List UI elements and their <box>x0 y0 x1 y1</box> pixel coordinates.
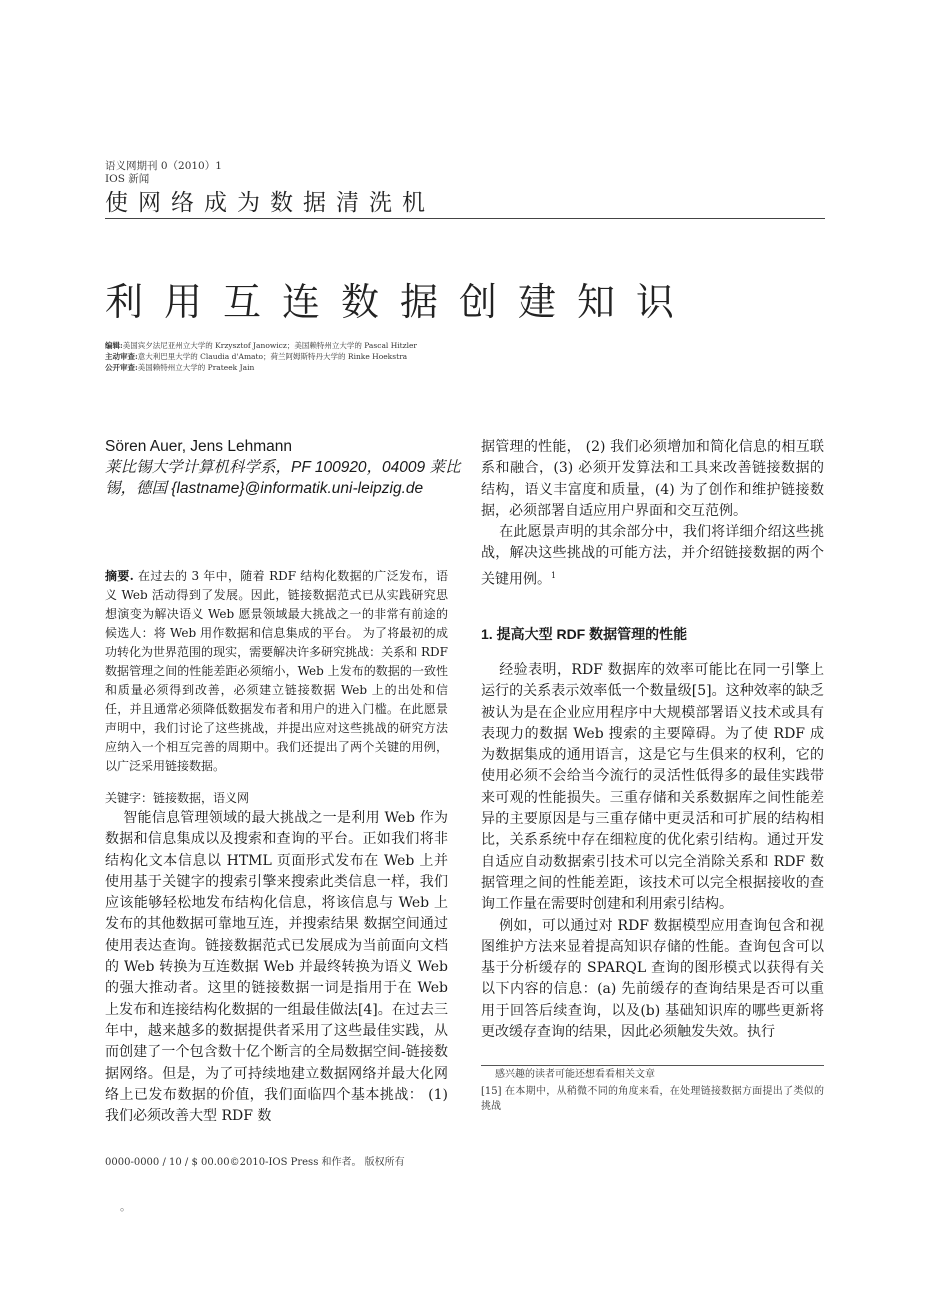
editor-label: 编辑: <box>105 341 123 350</box>
editor-names: 美国宾夕法尼亚州立大学的 Krzysztof Janowicz；美国赖特州立大学的 Pascal Hitzler <box>122 341 418 350</box>
footnote-text: 感兴趣的读者可能还想看看相关文章 <box>495 1069 655 1080</box>
section-1-body <box>481 660 824 1043</box>
reviewer-names: 意大利巴里大学的 Claudia d'Amato；荷兰阿姆斯特丹大学的 Rinke Hoekstra <box>137 352 408 361</box>
editors-block <box>105 340 417 373</box>
open-reviewer-line <box>105 362 417 373</box>
reviewer-line <box>105 351 417 362</box>
keywords: 关键字：链接数据，语义网 <box>105 791 250 805</box>
section-heading: 1. 提高大型 RDF 数据管理的性能 <box>481 626 688 642</box>
reviewer-label: 主动审查: <box>105 352 138 361</box>
intro-overview-paragraph <box>481 522 824 591</box>
open-reviewer-names: 美国赖特州立大学的 Prateek Jain <box>137 363 255 372</box>
trailing-mark: 。 <box>120 1200 131 1213</box>
author-affiliation: 莱比锡大学计算机科学系，PF 100920，04009 莱比锡，德国 {lastname}@informatik.uni-leipzig.de <box>105 459 461 497</box>
abstract-text: 在过去的 3 年中，随着 RDF 结构化数据的广泛发布，语义 Web 活动得到了发展。因此，链接数据范式已从实践研究思想演变为解决语义 Web 愿景领域最大挑战之一的非常有前途的候选人：将 Web 用作数据和信息集成的平台。 为了将最初的成功转化为世界范围的现实，需要解决许多研究挑战：关系和 RDF 数据管理之间的性能差距必须缩小，Web 上发布的数据的一致性和质量必须得到改善，必须建立链接数据 Web 上的出处和信任，并且通常必须降低数据发布者和用户的进入门槛。在此愿景声明中，我们讨论了这些挑战，并提出应对这些挑战的研究方法应纳入一个相互完善的周期中。我们还提出了两个关键的用例，以广泛采用链接数据。 <box>105 569 448 773</box>
overview-text: 在此愿景声明的其余部分中，我们将详细介绍这些挑战，解决这些挑战的可能方法，并介绍链接数据的两个关键用例。 <box>481 524 824 588</box>
publisher-info: IOS 新闻 <box>105 173 150 185</box>
section-1-paragraph-1: 经验表明，RDF 数据库的效率可能比在同一引擎上运行的关系表示效率低一个数量级[5]。这种效率的缺乏被认为是在企业应用程序中大规模部署语义技术或具有表现力的数据 Web 搜索的主要障碍。为了使 RDF 成为数据集成的通用语言，这是它与生俱来的权利，它的使用必须不会给当今流行的灵活性低得多的最佳实践带来可观的性能损失。三重存储和关系数据库之间性能差异的主要原因是与三重存储中更灵活和可扩展的结构相比，关系系统中存在细粒度的优化索引结构。通过开发自适应自动数据索引技术可以完全消除关系和 RDF 数据管理之间的性能差距，该技术可以完全根据接收的查询工作量在需要时创建和利用索引结构。 <box>481 662 824 913</box>
header-divider <box>105 218 825 219</box>
footnote-divider <box>481 1065 824 1066</box>
author-block <box>105 436 465 499</box>
intro-section <box>105 808 448 1127</box>
section-title: 使网络成为数据清洗机 <box>105 190 435 216</box>
paper-title: 利用互连数据创建知识 <box>105 280 696 324</box>
copyright-line: 0000-0000 / 10 / $ 00.00©2010-IOS Press 和作者。 版权所有 <box>105 1157 405 1168</box>
intro-paragraph: 智能信息管理领域的最大挑战之一是利用 Web 作为数据和信息集成以及搜索和查询的平台。正如我们将非结构化文本信息以 HTML 页面形式发布在 Web 上并使用基于关键字的搜索引擎来搜索此类信息一样，我们应该能够轻松地发布结构化信息，将该信息与 Web 上发布的其他数据可靠地互连，并搜索结果 数据空间通过使用表达查询。链接数据范式已发展成为当前面向文档的 Web 转换为互连数据 Web 并最终转换为语义 Web 的强大推动者。这里的链接数据一词是指用于在 Web 上发布和连接结构化数据的一组最佳做法[4]。在过去三年中，越来越多的数据提供者采用了这些最佳实践，从而创建了一个包含数十亿个断言的全局数据空间-链接数据网络。但是，为了可持续地建立数据网络并最大化网络上已发布数据的价值，我们面临四个基本挑战： (1) 我们必须改善大型 RDF 数 <box>105 810 448 1125</box>
abstract <box>105 567 448 776</box>
intro-continued-paragraph: 据管理的性能， (2) 我们必须增加和简化信息的相互联系和融合，(3) 必须开发算法和工具来改善链接数据的结构，语义丰富度和质量，(4) 为了创作和维护链接数据，必须部署自适应用户界面和交互范例。 <box>481 439 824 519</box>
open-reviewer-label: 公开审查: <box>105 363 138 372</box>
author-names: Sören Auer, Jens Lehmann <box>105 438 292 455</box>
intro-continuation <box>481 437 824 591</box>
section-1-paragraph-2: 例如，可以通过对 RDF 数据模型应用查询包含和视图维护方法来显着提高知识存储的性能。查询包含可以基于分析缓存的 SPARQL 查询的图形模式以获得有关以下内容的信息：(a) 先前缓存的查询结果是否可以重用于回答后续查询，以及(b) 基础知识库的哪些更新将更改缓存查询的结果，因此必须触发失效。执行 <box>481 917 824 1041</box>
footnote-reference: [15] 在本期中，从稍微不同的角度来看，在处理链接数据方面提出了类似的挑战 <box>481 1086 824 1112</box>
editor-line <box>105 340 417 351</box>
abstract-label: 摘要. <box>105 569 134 583</box>
journal-info: 语义网期刊 0（2010）1 <box>105 160 222 172</box>
footnote-marker[interactable]: 1 <box>551 570 557 580</box>
